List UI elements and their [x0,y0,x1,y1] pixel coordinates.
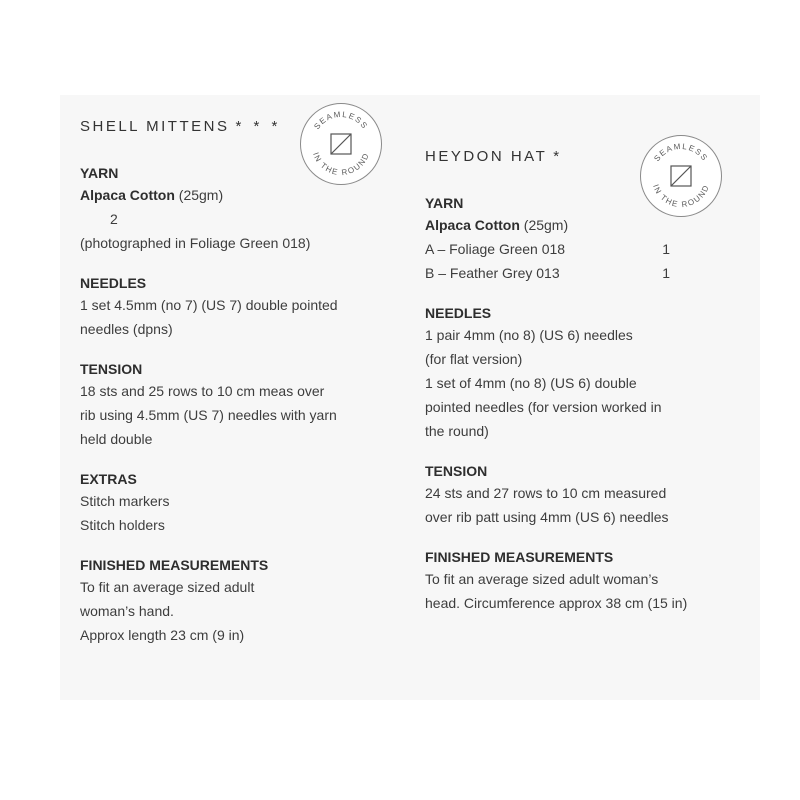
needles-line: needles (dpns) [80,321,173,337]
yarn-heading: YARN [80,165,119,181]
needles-line: 1 pair 4mm (no 8) (US 6) needles [425,327,633,343]
seamless-in-the-round-stamp [640,135,722,217]
yarn-note: (photographed in Foliage Green 018) [80,235,311,251]
measurements-section [80,555,400,647]
difficulty-stars: * * * [235,118,282,135]
yarn-heading: YARN [425,195,464,211]
yarn-colour-label: B – Feather Grey 013 [425,265,560,281]
measurements-section [425,547,755,615]
tension-line: rib using 4.5mm (US 7) needles with yarn [80,407,337,423]
stamp-svg [641,136,721,216]
yarn-colour-row [425,261,670,285]
stamp-svg [301,104,381,184]
seamless-in-the-round-stamp [300,103,382,185]
square-diagonal-icon [331,134,351,154]
needles-section [425,303,755,443]
tension-line: 18 sts and 25 rows to 10 cm meas over [80,383,325,399]
tension-heading: TENSION [425,463,488,479]
stamp-top-text: SEAMLESS [652,141,710,164]
yarn-name: Alpaca Cotton [425,217,520,233]
tension-heading: TENSION [80,361,143,377]
needles-line: pointed needles (for version worked in [425,399,662,415]
tension-line: held double [80,431,153,447]
shell-mittens-column [80,118,400,647]
needles-line: 1 set 4.5mm (no 7) (US 7) double pointed [80,297,338,313]
heydon-hat-column [425,148,755,615]
extras-line: Stitch holders [80,517,165,533]
needles-heading: NEEDLES [425,305,492,321]
extras-section [80,469,400,537]
yarn-name: Alpaca Cotton [80,187,175,203]
needles-line: the round) [425,423,489,439]
yarn-name-line [80,183,400,207]
measurements-line: head. Circumference approx 38 cm (15 in) [425,595,688,611]
measurements-line: woman’s hand. [80,603,174,619]
yarn-colour-qty: 1 [662,265,670,281]
stamp-bottom-text: IN THE ROUND [311,150,372,178]
tension-section [80,359,400,451]
yarn-colour-qty: 1 [662,241,670,257]
measurements-heading: FINISHED MEASUREMENTS [425,549,614,565]
tension-line: 24 sts and 27 rows to 10 cm measured [425,485,667,501]
yarn-weight: (25gm) [178,187,224,203]
extras-heading: EXTRAS [80,471,137,487]
measurements-heading: FINISHED MEASUREMENTS [80,557,269,573]
yarn-quantity: 2 [110,211,118,227]
measurements-line: To fit an average sized adult [80,579,255,595]
needles-heading: NEEDLES [80,275,147,291]
stamp-bottom-text: IN THE ROUND [651,182,712,210]
yarn-name-line [425,213,755,237]
needles-section [80,273,400,341]
tension-line: over rib patt using 4mm (US 6) needles [425,509,669,525]
pattern-name: SHELL MITTENS [80,118,230,135]
pattern-name: HEYDON HAT [425,148,548,165]
measurements-line: To fit an average sized adult woman’s [425,571,659,587]
tension-section [425,461,755,529]
extras-line: Stitch markers [80,493,170,509]
yarn-weight: (25gm) [523,217,569,233]
needles-line: 1 set of 4mm (no 8) (US 6) double [425,375,637,391]
yarn-colour-row [425,237,670,261]
measurements-line: Approx length 23 cm (9 in) [80,627,245,643]
square-diagonal-icon [671,166,691,186]
yarn-colour-label: A – Foliage Green 018 [425,241,566,257]
needles-line: (for flat version) [425,351,523,367]
stamp-top-text: SEAMLESS [312,109,370,132]
difficulty-stars: * [553,148,564,165]
